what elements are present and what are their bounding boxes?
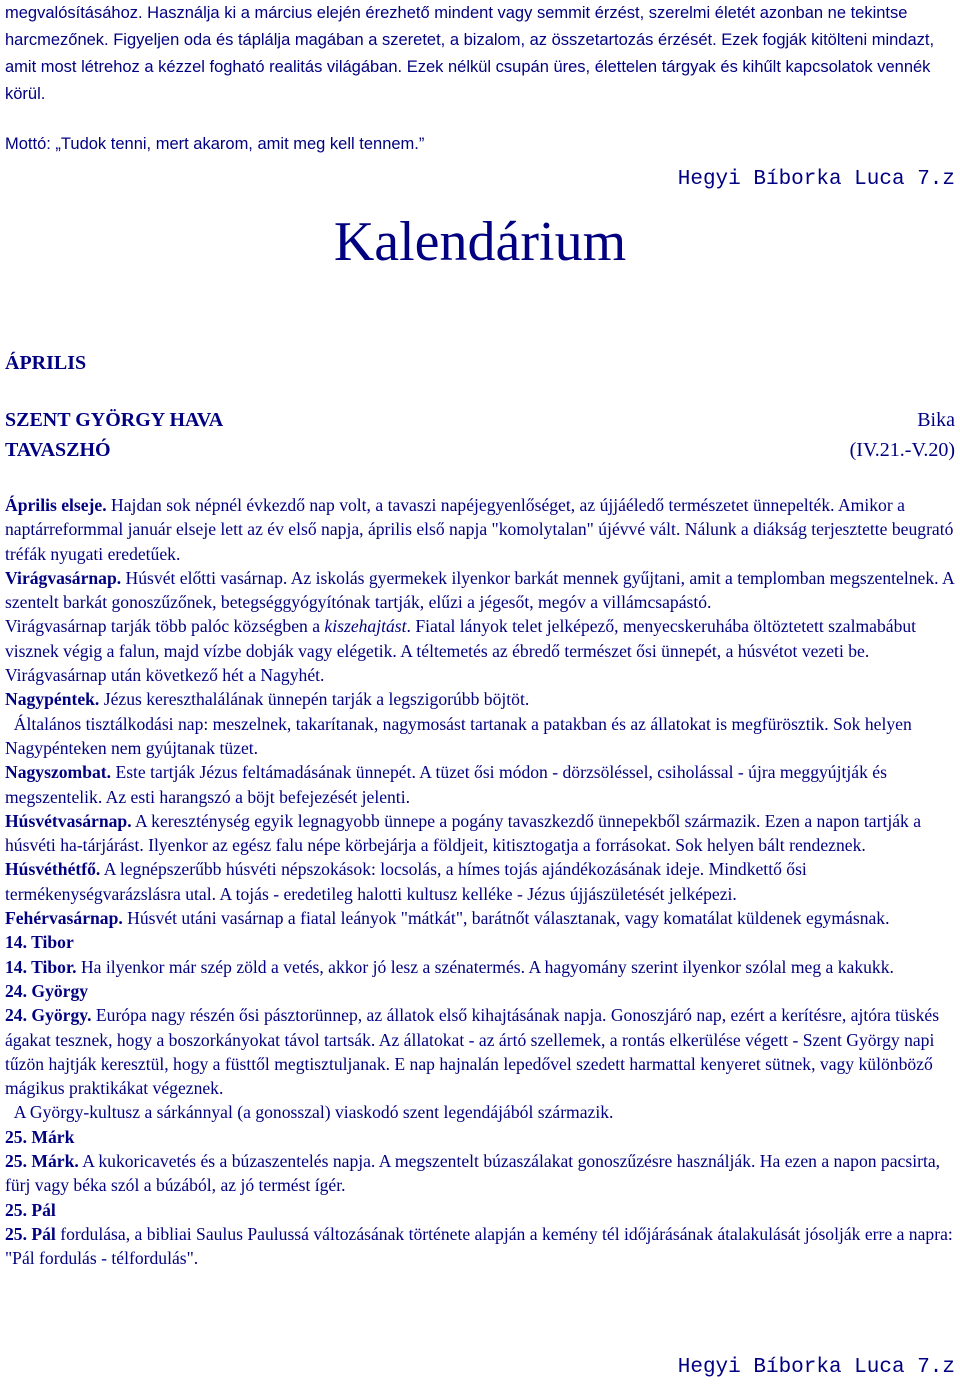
entry-text: Európa nagy részén ősi pásztorünnep, az állatok első kihajtásának napja. Gonoszjáró nap, ezért a kerítésre, ajtóra tüskés ágakat tesznek, hogy a boszorkányokat távol tartsák. Az állatokat - az ártó szellemek, a rontás elkerülése végett - Szent György napi tűzön hajtják keresztül, hogy a füsttől megtisztuljanak. E nap hajnalán lepedővel szedett harmattal kenyeret sütnek, vagy különböző mágikus praktikákat végeznek.: [5, 1005, 940, 1099]
entry-pal-title: [5, 1198, 957, 1222]
entry-nagypentek: [5, 687, 957, 711]
entry-tibor: [5, 955, 957, 979]
month-subtitle-1: SZENT GYÖRGY HAVA: [5, 409, 224, 431]
entry-heading: 14. Tibor.: [5, 956, 77, 977]
page-title: Kalendárium: [333, 211, 627, 273]
entry-text: Jézus kereszthalálának ünnepén tarják a legszigorúbb böjtöt.: [99, 689, 530, 710]
entry-gyorgy: [5, 1003, 957, 1100]
entry-gyorgy-2: A György-kultusz a sárkánnyal (a gonosszal) viaskodó szent legendájából származik.: [5, 1102, 614, 1123]
entry-text: Húsvét utáni vasárnap a fiatal leányok "mátkát", barátnőt választanak, vagy komatálat küldenek egymásnak.: [122, 908, 890, 929]
zodiac-sign: Bika: [917, 409, 955, 431]
entry-viragvasarnap-2: [5, 614, 957, 687]
entry-text: Hajdan sok népnél évkezdő nap volt, a tavaszi napéjegyenlőséget, az újjáéledő természetet ünnepelték. Amikor a naptárreformmal január elseje lett az év első napja, április első napja "komolytalan" újévvé vált. Nálunk a diákság terjesztette beugrató tréfák nyugati eredetűek.: [5, 495, 954, 564]
author-header: Hegyi Bíborka Luca 7.z: [677, 168, 955, 191]
entry-heading: Fehérvasárnap.: [5, 908, 123, 929]
entry-aprilis: [5, 493, 957, 566]
entry-heading: 25. Márk.: [5, 1151, 79, 1172]
entry-heading: 24. György.: [5, 1005, 92, 1026]
entry-heading: Nagyszombat.: [5, 762, 112, 783]
entry-heading: Nagypéntek.: [5, 689, 100, 710]
entry-viragvasarnap: [5, 566, 957, 615]
entry-mark: [5, 1149, 957, 1198]
entry-text: A kukoricavetés és a búzaszentelés napja. A megszentelt búzaszálakat gonoszűzésre használják. Ha ezen a napon pacsirta, fürj vagy béka szól a búzából, az jó termést ígér.: [5, 1151, 941, 1196]
entry-text: . Fiatal lányok telet jelképező, menyecskeruhába öltöztetett szalmabábut visznek végig a falun, majd vízbe dobják vagy elégetik. A téltemetés az ébredő természet ősi ünnepét, a húsvétot vezeti be. Virágvasárnap után következő hét a Nagyhét.: [5, 616, 917, 686]
entry-husvethetfo: [5, 857, 957, 906]
entry-fehervasarnap: [5, 906, 957, 930]
entry-heading: 14. Tibor: [5, 932, 74, 953]
entry-gyorgy-title: [5, 979, 957, 1003]
intro-paragraph: [5, 0, 955, 108]
zodiac-dates: (IV.21.-V.20): [849, 439, 955, 461]
author-footer: Hegyi Bíborka Luca 7.z: [677, 1356, 955, 1379]
entry-heading: 25. Márk: [5, 1126, 75, 1147]
month-subtitle-2: TAVASZHÓ: [5, 439, 111, 461]
entry-text: A legnépszerűbb húsvéti népszokások: locsolás, a hímes tojás ajándékozásának ideje. Mindkettő ősi termékenységvarázslásra utal. A tojás - eredetileg halotti kultusz kelléke - Jézus újjászületését jelképezi.: [5, 859, 807, 904]
entry-text: Virágvasárnap tarják több palóc községben a: [5, 616, 325, 637]
entry-emphasis: kiszehajtást: [324, 616, 407, 637]
entry-heading: Húsvétvasárnap.: [5, 810, 132, 831]
entry-nagypentek-2: Általános tisztálkodási nap: meszelnek, takarítanak, nagymosást tartanak a patakban és az állatokat is megfürösztik. Sok helyen Nagypénteken nem gyújtanak tüzet.: [5, 713, 917, 758]
entry-pal: [5, 1222, 957, 1271]
entry-text: A kereszténység egyik legnagyobb ünnepe a pogány tavaszkezdő ünnepekből származik. Ezen a napon tartják a húsvéti ha-tárjárást. Ilyenkor az egész falu népe körbejárja a földjeit, kitisztogatja a forrásokat. Sok helyen bált rendeznek.: [5, 810, 922, 856]
calendar-body: [5, 493, 957, 1271]
entry-heading: 25. Pál: [5, 1223, 56, 1244]
month-heading: ÁPRILIS: [5, 352, 87, 374]
entry-text: Este tartják Jézus feltámadásának ünnepét. A tüzet ősi módon - dörzsöléssel, csiholással - újra meggyújtják és megszentelik. Az esti harangszó a böjt befejezését jelenti.: [5, 762, 887, 807]
entry-heading: Virágvasárnap.: [5, 567, 122, 588]
entry-heading: Április elseje.: [5, 495, 107, 515]
entry-text: Ha ilyenkor már szép zöld a vetés, akkor jó lesz a szénatermés. A hagyomány szerint ilyenkor szólal meg a kakukk.: [76, 956, 894, 977]
entry-tibor-title: [5, 930, 957, 954]
entry-text: fordulása, a bibliai Saulus Paulussá változásának története alapján a kemény tél időjárásának átalakulását jósolják erre a napra: "Pál fordulás - télfordulás".: [5, 1223, 953, 1269]
entry-heading: Húsvéthétfő.: [5, 859, 101, 880]
entry-mark-title: [5, 1125, 957, 1149]
entry-husvetvasarnap: [5, 809, 957, 858]
entry-nagyszombat: [5, 760, 957, 809]
entry-heading: 24. György: [5, 980, 89, 1001]
entry-heading: 25. Pál: [5, 1199, 56, 1220]
motto: Mottó: „Tudok tenni, mert akarom, amit meg kell tennem.”: [5, 135, 425, 153]
entry-text: Húsvét előtti vasárnap. Az iskolás gyermekek ilyenkor barkát mennek gyűjtani, amit a templomban megszentelnek. A szentelt barkát gonoszűzőnek, betegséggyógyítónak tartják, elűzi a jégesőt, megóv a villámcsapástó.: [5, 567, 954, 613]
intro-text: megvalósításához. Használja ki a március elején érezhető mindent vagy semmit érzést, szerelmi életét azonban ne tekintse harcmezőnek. Figyeljen oda és táplálja magában a szeretet, a bizalom, az összetartozás érzését. Ezek fogják kitölteni mindazt, amit most létrehoz a kézzel fogható realitás világában. Ezek nélkül csupán üres, élettelen tárgyak és kihűlt kapcsolatok vennék körül.: [5, 4, 935, 103]
